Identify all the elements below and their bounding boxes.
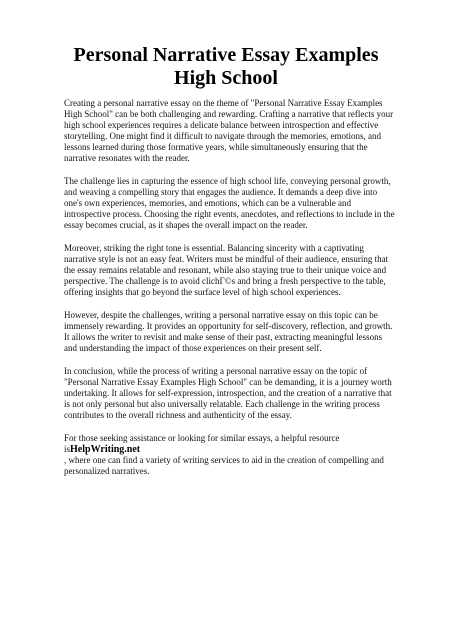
document-body: [64, 98, 396, 489]
paragraph-rewarding: However, despite the challenges, writing a personal narrative essay on this topic can be immensely rewarding. It provides an opportunity for self-discovery, reflection, and growth. It allows the writer to revisit and make sense of their past, extracting meaningful lessons and understanding the impact of those experiences on their present self.: [64, 310, 393, 353]
paragraph-intro: Creating a personal narrative essay on the theme of "Personal Narrative Essay Examples High School" can be both challenging and rewarding. Crafting a narrative that reflects your high school experiences requires a delicate balance between introspection and effective storytelling. One might find it difficult to navigate through the memories, emotions, and lessons learned during those formative years, while simultaneously ensuring that the narrative resonates with the reader.: [64, 98, 394, 163]
paragraph-closing: [64, 433, 396, 477]
closing-text-before: For those seeking assistance or looking for similar essays, a helpful resource is: [64, 433, 340, 454]
paragraph-conclusion: In conclusion, while the process of writing a personal narrative essay on the topic of "Personal Narrative Essay Examples High School" can be demanding, it is a journey worth undertaking. It allows for self-expression, introspection, and the creation of a narrative that is not only personal but also universally relatable. Each challenge in the writing process contributes to the overall richness and authenticity of the essay.: [64, 366, 392, 420]
closing-text-after: , where one can find a variety of writing services to aid in the creation of compelling and personalized narratives.: [64, 455, 384, 476]
helpwriting-link[interactable]: HelpWriting.net: [70, 444, 141, 455]
document-title: Personal Narrative Essay Examples High School: [73, 44, 379, 89]
paragraph-challenge: The challenge lies in capturing the essence of high school life, conveying personal growth, and weaving a compelling story that engages the audience. It demands a deep dive into one's own experiences, memories, and emotions, which can be a vulnerable and introspective process. Choosing the right events, anecdotes, and reflections to include in the essay becomes crucial, as it shapes the overall impact on the reader.: [64, 176, 395, 230]
paragraph-tone: Moreover, striking the right tone is essential. Balancing sincerity with a captivating narrative style is not an easy feat. Writers must be mindful of their audience, ensuring that the essay remains relatable and resonant, while also staying true to their unique voice and perspective. The challenge is to avoid clichГ©s and bring a fresh perspective to the table, offering insights that go beyond the surface level of high school experiences.: [64, 243, 389, 297]
